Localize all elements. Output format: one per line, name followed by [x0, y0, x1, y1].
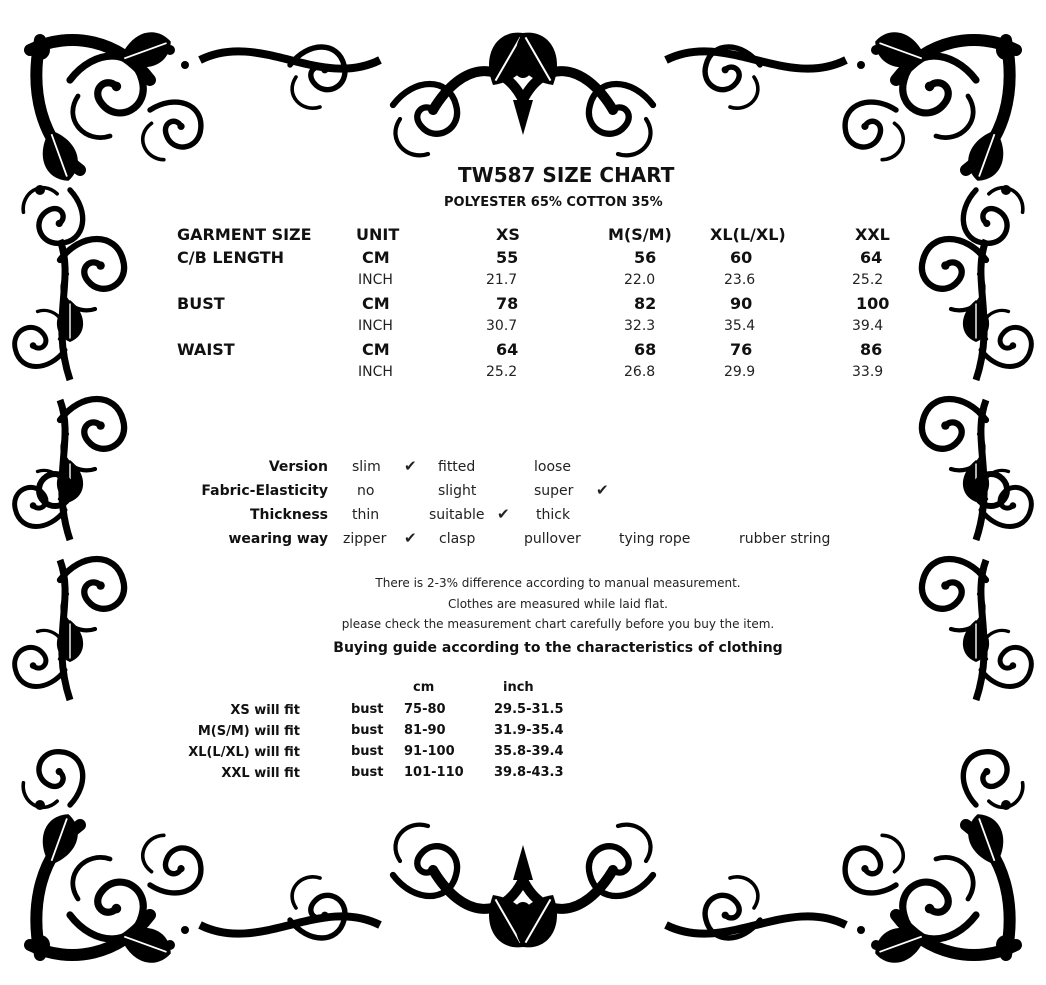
guide-row-label: XXL will fit: [221, 766, 300, 781]
table-cell: 76: [730, 340, 753, 359]
check-icon: ✔: [404, 529, 417, 547]
attr-option: rubber string: [739, 531, 831, 547]
table-cell: 78: [496, 294, 519, 313]
fabric-composition: POLYESTER 65% COTTON 35%: [444, 195, 663, 210]
row-label-bust: BUST: [177, 294, 225, 313]
unit-cm: CM: [362, 248, 390, 267]
attr-option: thin: [352, 507, 380, 523]
attr-option: thick: [536, 507, 571, 523]
attr-option: tying rope: [619, 531, 691, 547]
table-cell: 60: [730, 248, 753, 267]
table-cell: 35.4: [724, 318, 756, 334]
table-cell: 68: [634, 340, 657, 359]
guide-cell: 39.8-43.3: [494, 765, 564, 780]
table-cell: 39.4: [852, 318, 884, 334]
header-m: M(S/M): [608, 225, 672, 244]
unit-cm: CM: [362, 294, 390, 313]
header-xl: XL(L/XL): [710, 225, 786, 244]
attr-option: no: [357, 483, 375, 499]
buying-guide-title: Buying guide according to the characteristics of clothing: [333, 640, 783, 656]
guide-cell: 81-90: [404, 723, 446, 738]
attr-option: zipper: [343, 531, 387, 547]
row-label-waist: WAIST: [177, 340, 235, 359]
table-cell: 64: [496, 340, 519, 359]
guide-cell: bust: [351, 723, 384, 738]
table-cell: 25.2: [486, 364, 518, 380]
attr-option: pullover: [524, 531, 581, 547]
unit-cm: CM: [362, 340, 390, 359]
guide-cell: bust: [351, 702, 384, 717]
attr-option: clasp: [439, 531, 476, 547]
table-cell: 23.6: [724, 272, 756, 288]
guide-header-inch: inch: [503, 680, 534, 695]
guide-cell: 31.9-35.4: [494, 723, 564, 738]
table-cell: 21.7: [486, 272, 518, 288]
table-cell: 26.8: [624, 364, 656, 380]
attr-option: loose: [534, 459, 571, 475]
guide-cell: 91-100: [404, 744, 455, 759]
table-cell: 32.3: [624, 318, 656, 334]
unit-inch: INCH: [358, 318, 393, 334]
table-cell: 30.7: [486, 318, 518, 334]
note-line: please check the measurement chart carefully before you buy the item.: [341, 617, 775, 631]
attr-label-wearing-way: wearing way: [228, 531, 328, 547]
check-icon: ✔: [404, 457, 417, 475]
note-line: There is 2-3% difference according to manual measurement.: [375, 576, 741, 590]
table-cell: 86: [860, 340, 883, 359]
unit-inch: INCH: [358, 272, 393, 288]
note-line: Clothes are measured while laid flat.: [448, 597, 668, 611]
unit-inch: INCH: [358, 364, 393, 380]
table-cell: 56: [634, 248, 657, 267]
attr-option: super: [534, 483, 574, 499]
table-cell: 25.2: [852, 272, 884, 288]
guide-cell: 35.8-39.4: [494, 744, 564, 759]
table-cell: 90: [730, 294, 753, 313]
attr-option: suitable: [429, 507, 485, 523]
attr-label-elasticity: Fabric-Elasticity: [201, 483, 328, 499]
guide-cell: 101-110: [404, 765, 464, 780]
check-icon: ✔: [497, 505, 510, 523]
table-cell: 82: [634, 294, 657, 313]
guide-row-label: M(S/M) will fit: [197, 724, 300, 739]
table-cell: 55: [496, 248, 519, 267]
row-label-length: C/B LENGTH: [177, 248, 285, 267]
guide-cell: 75-80: [404, 702, 446, 717]
attr-label-thickness: Thickness: [249, 507, 328, 523]
guide-cell: 29.5-31.5: [494, 702, 564, 717]
table-cell: 29.9: [724, 364, 756, 380]
attr-option: slight: [438, 483, 477, 499]
table-cell: 100: [856, 294, 890, 313]
table-cell: 33.9: [852, 364, 884, 380]
table-cell: 64: [860, 248, 883, 267]
header-xs: XS: [496, 225, 520, 244]
header-unit: UNIT: [356, 225, 400, 244]
guide-header-cm: cm: [413, 680, 435, 695]
guide-cell: bust: [351, 744, 384, 759]
header-garment-size: GARMENT SIZE: [177, 225, 312, 244]
guide-cell: bust: [351, 765, 384, 780]
attr-option: fitted: [438, 459, 476, 475]
guide-row-label: XL(L/XL) will fit: [188, 745, 300, 760]
attr-option: slim: [352, 459, 381, 475]
header-xxl: XXL: [855, 225, 890, 244]
page-title: TW587 SIZE CHART: [458, 163, 675, 187]
check-icon: ✔: [596, 481, 609, 499]
guide-row-label: XS will fit: [230, 703, 300, 718]
table-cell: 22.0: [624, 272, 656, 288]
attr-label-version: Version: [268, 459, 328, 475]
